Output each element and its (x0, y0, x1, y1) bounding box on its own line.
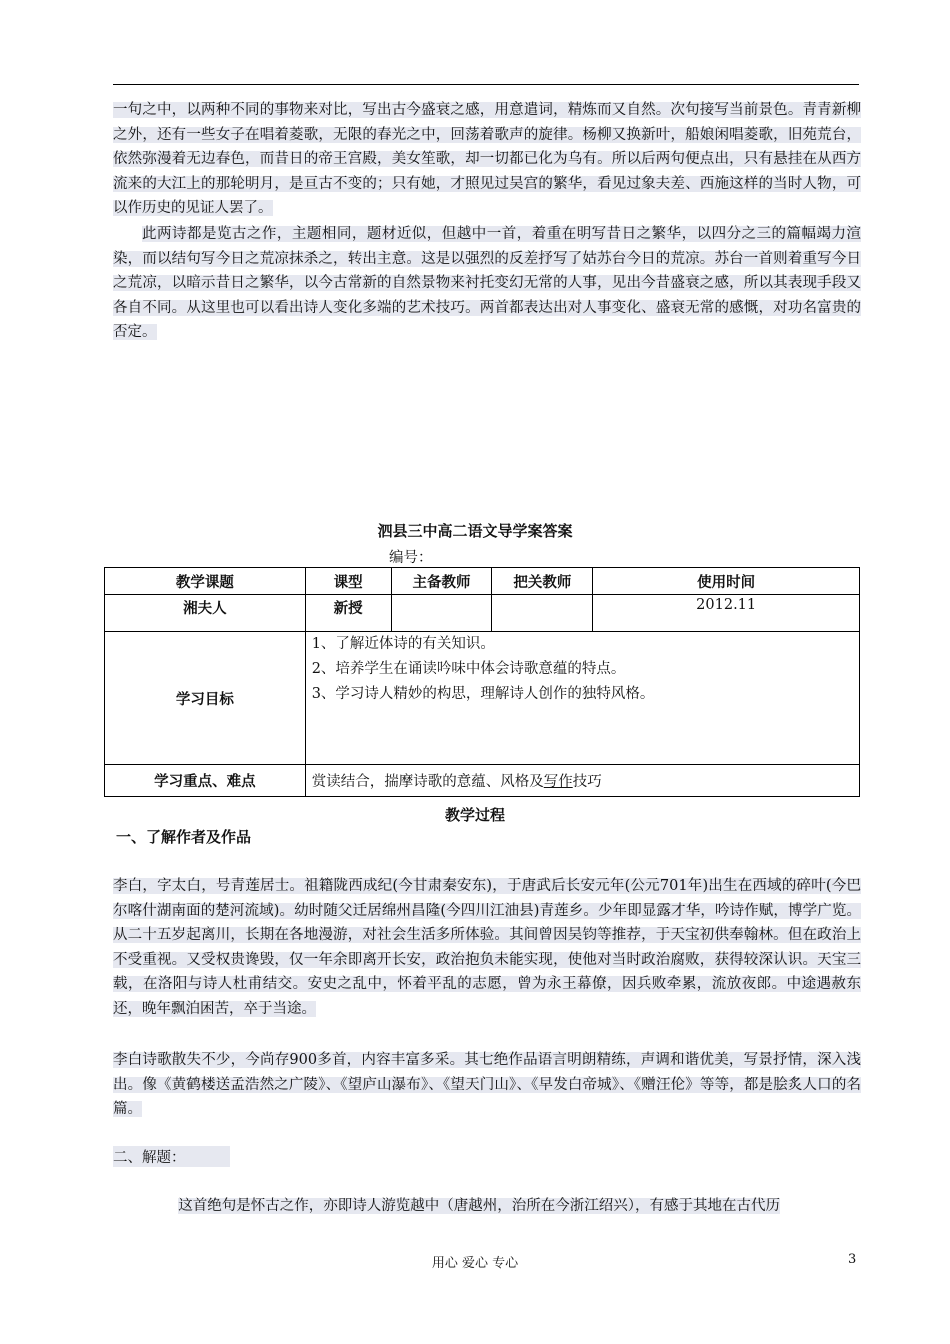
goals-content-cell (305, 632, 859, 765)
focus-text-end: 技巧 (572, 774, 602, 790)
header-cell: 使用时间 (593, 568, 860, 595)
lesson-info-table (104, 567, 860, 797)
page-number: 3 (848, 1252, 857, 1267)
focus-link-text: 写作 (543, 774, 573, 790)
paragraph-explanation: 这首绝句是怀古之作，亦即诗人游览越中（唐越州，治所在今浙江绍兴），有感于其地在古代历 (178, 1198, 780, 1214)
goal-item: 3、学习诗人精妙的构思，理解诗人创作的独特风格。 (311, 686, 655, 702)
paragraph-author-bio: 李白，字太白，号青莲居士。祖籍陇西成纪(今甘肃秦安东)，于唐武后长安元年(公元701年)出生在西域的碎叶(今巴尔喀什湖南面的楚河流域)。幼时随父迁居绵州昌隆(今四川江油县)青莲乡。少年即显露才华，吟诗作赋，博学广览。从二十五岁起离川，长期在各地漫游，对社会生活多所体验。其间曾因吴钧等推荐，于天宝初供奉翰林。但在政治上不受重视。又受权贵谗毁，仅一年余即离开长安，政治抱负未能实现，使他对当时政治腐败，获得较深认识。天宝三载，在洛阳与诗人杜甫结交。安史之乱中，怀着平乱的志愿，曾为永王幕僚，因兵败牵累，流放夜郎。中途遇赦东还，晚年飘泊困苦，卒于当途。 (113, 878, 861, 1017)
paragraph-comparison: 此两诗都是览古之作，主题相同，题材近似，但越中一首，着重在明写昔日之繁华，以四分之三的篇幅竭力渲染，而以结句写今日之荒凉抹杀之，转出主意。这是以强烈的反差抒写了姑苏台今日的荒凉。苏台一首则着重写今日之荒凉，以暗示昔日之繁华，以今古常新的自然景物来衬托变幻无常的人事，见出今昔盛衰之感，所以其表现手段又各自不同。从这里也可以看出诗人变化多端的艺术技巧。两首都表达出对人事变化、盛衰无常的感慨，对功名富贵的否定。 (113, 226, 861, 340)
lesson-topic-cell: 湘夫人 (105, 595, 306, 632)
paragraph-poem-analysis: 一句之中，以两种不同的事物来对比，写出古今盛衰之感，用意遣词，精炼而又自然。次句接写当前景色。青青新柳之外，还有一些女子在唱着菱歌，无限的春光之中，回荡着歌声的旋律。杨柳又换新叶，船娘闲唱菱歌，旧苑荒台，依然弥漫着无边春色，而昔日的帝王宫殿，美女笙歌，却一切都已化为乌有。所以后两句便点出，只有悬挂在从西方流来的大江上的那轮明月，是亘古不变的；只有她，才照见过吴宫的繁华，看见过象夫差、西施这样的当时人物，可以作历史的见证人罢了。 (113, 102, 861, 216)
paragraph-works: 李白诗歌散失不少，今尚存900多首，内容丰富多采。其七绝作品语言明朗精练，声调和谐优美，写景抒情，深入浅出。像《黄鹤楼送孟浩然之广陵》、《望庐山瀑布》、《望天门山》、《早发白帝城》、《赠汪伦》等等，都是脍炙人口的名篇。 (113, 1052, 861, 1117)
main-teacher-cell (391, 595, 492, 632)
section-2-heading: 二、解题： (113, 1146, 230, 1167)
goals-label-cell: 学习目标 (105, 632, 306, 765)
doc-number-label: 编号： (389, 550, 433, 566)
section-1-heading: 一、了解作者及作品 (116, 828, 252, 846)
header-cell: 课型 (305, 568, 391, 595)
goal-item: 1、了解近体诗的有关知识。 (311, 636, 495, 652)
table-header-row (105, 568, 860, 595)
date-cell: 2012.11 (593, 595, 860, 632)
focus-content-cell (305, 765, 859, 797)
header-rule (113, 84, 859, 85)
header-cell: 主备教师 (391, 568, 492, 595)
doc-title: 泗县三中高二语文导学案答案 (377, 522, 573, 540)
focus-text: 赏读结合，揣摩诗歌的意蕴、风格及 (311, 774, 544, 790)
table-row (105, 595, 860, 632)
focus-row (105, 765, 860, 797)
lesson-type-cell: 新授 (305, 595, 391, 632)
focus-label-cell: 学习重点、难点 (105, 765, 306, 797)
goals-row (105, 632, 860, 765)
goal-item: 2、培养学生在诵读吟味中体会诗歌意蕴的特点。 (311, 661, 626, 677)
review-teacher-cell (492, 595, 593, 632)
process-title: 教学过程 (444, 806, 505, 824)
header-cell: 把关教师 (492, 568, 593, 595)
header-cell: 教学课题 (105, 568, 306, 595)
page-footer: 用心 爱心 专心 (431, 1256, 519, 1271)
